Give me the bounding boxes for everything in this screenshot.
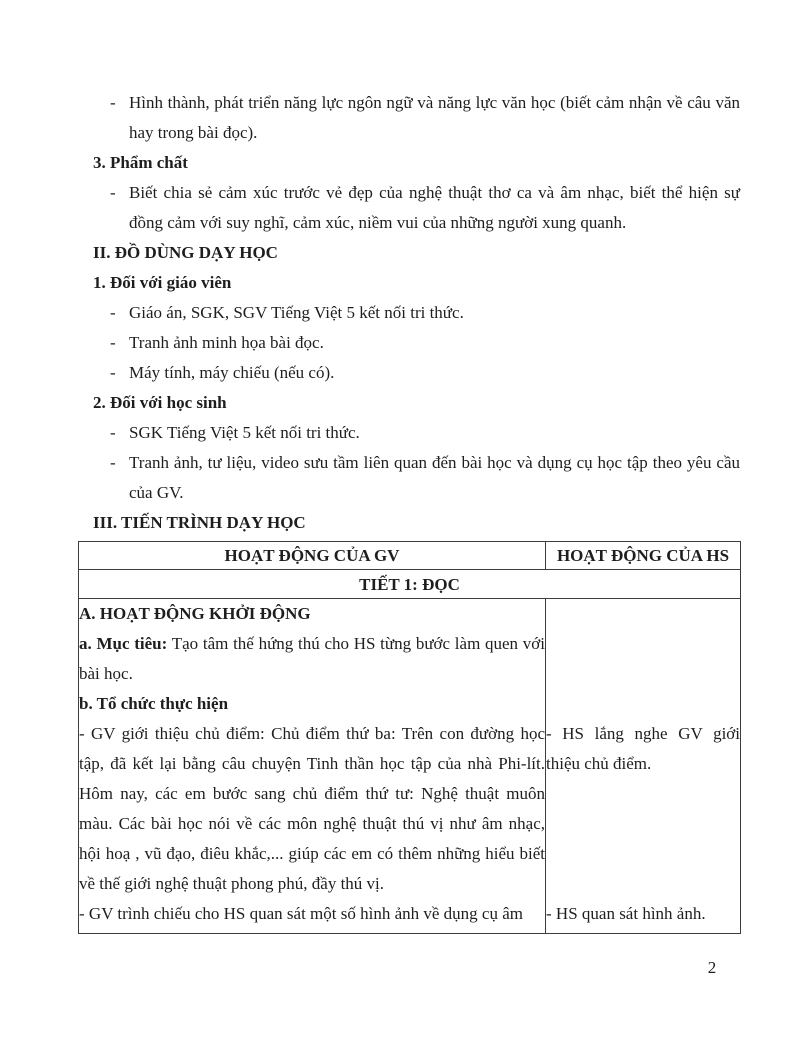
bullet-dash: -	[110, 423, 116, 442]
list-item-text: Hình thành, phát triển năng lực ngôn ngữ và năng lực văn học (biết cảm nhận về câu văn hay trong bài đọc).	[129, 93, 740, 142]
muc-tieu-text: Tạo tâm thế hứng thú cho HS từng bước làm quen với bài học.	[79, 634, 545, 683]
list-item	[78, 328, 740, 358]
hs-activity-cell	[546, 599, 741, 934]
session-title-row	[79, 570, 741, 599]
list-item-text: SGK Tiếng Việt 5 kết nối tri thức.	[129, 423, 360, 442]
session-title: TIẾT 1: ĐỌC	[79, 570, 741, 599]
list-item	[78, 358, 740, 388]
activity-content-row	[79, 599, 741, 934]
heading-doi-voi-hoc-sinh: 2. Đối với học sinh	[93, 393, 227, 412]
to-chuc-thuc-hien-heading: b. Tổ chức thực hiện	[79, 694, 229, 713]
list-item	[78, 88, 740, 148]
bullet-dash: -	[110, 453, 116, 472]
column-header-gv: HOẠT ĐỘNG CỦA GV	[79, 542, 546, 570]
heading-doi-voi-giao-vien: 1. Đối với giáo viên	[93, 273, 232, 292]
list-item-text: Tranh ảnh minh họa bài đọc.	[129, 333, 324, 352]
lesson-activity-table	[78, 541, 741, 934]
gv-paragraph-1: - GV giới thiệu chủ điểm: Chủ điểm thứ ba: Trên con đường học tập, đã kết lại bằng câu chuyện Tinh thần học tập của nhà Phi-lít. Hôm nay, các em bước sang chủ điểm thứ tư: Nghệ thuật muôn màu. Các bài học nói về các môn nghệ thuật thú vị như âm nhạc, hội hoạ , vũ đạo, điêu khắc,... giúp các em có thêm những hiểu biết về thế giới nghệ thuật phong phú, đầy thú vị.	[79, 724, 545, 893]
list-item	[78, 298, 740, 328]
gv-paragraph-2: - GV trình chiếu cho HS quan sát một số hình ảnh về dụng cụ âm	[79, 904, 523, 923]
list-item-text: Biết chia sẻ cảm xúc trước vẻ đẹp của nghệ thuật thơ ca và âm nhạc, biết thể hiện sự đồng cảm với suy nghĩ, cảm xúc, niềm vui của những người xung quanh.	[129, 183, 740, 232]
document-body	[78, 88, 740, 934]
bullet-dash: -	[110, 333, 116, 352]
list-item-text: Giáo án, SGK, SGV Tiếng Việt 5 kết nối tri thức.	[129, 303, 464, 322]
gv-activity-cell	[79, 599, 546, 934]
page-number: 2	[707, 958, 717, 977]
hs-paragraph-2: - HS quan sát hình ảnh.	[546, 904, 706, 923]
activity-heading-khoi-dong: A. HOẠT ĐỘNG KHỞI ĐỘNG	[79, 604, 311, 623]
list-item	[78, 448, 740, 508]
list-item	[78, 178, 740, 238]
bullet-dash: -	[110, 303, 116, 322]
hs-paragraph-1: - HS lắng nghe GV giới thiệu chủ điểm.	[546, 724, 740, 773]
muc-tieu-paragraph	[79, 629, 545, 689]
bullet-dash: -	[110, 363, 116, 382]
heading-do-dung-day-hoc: II. ĐỒ DÙNG DẠY HỌC	[93, 243, 278, 262]
muc-tieu-label: a. Mục tiêu:	[79, 634, 168, 653]
heading-tien-trinh-day-hoc: III. TIẾN TRÌNH DẠY HỌC	[93, 513, 306, 532]
list-item	[78, 418, 740, 448]
table-header-row	[79, 542, 741, 570]
list-item-text: Tranh ảnh, tư liệu, video sưu tầm liên quan đến bài học và dụng cụ học tập theo yêu cầu của GV.	[129, 453, 740, 502]
column-header-hs: HOẠT ĐỘNG CỦA HS	[546, 542, 741, 570]
bullet-dash: -	[110, 93, 116, 112]
list-item-text: Máy tính, máy chiếu (nếu có).	[129, 363, 335, 382]
bullet-dash: -	[110, 183, 116, 202]
heading-pham-chat: 3. Phẩm chất	[93, 153, 188, 172]
